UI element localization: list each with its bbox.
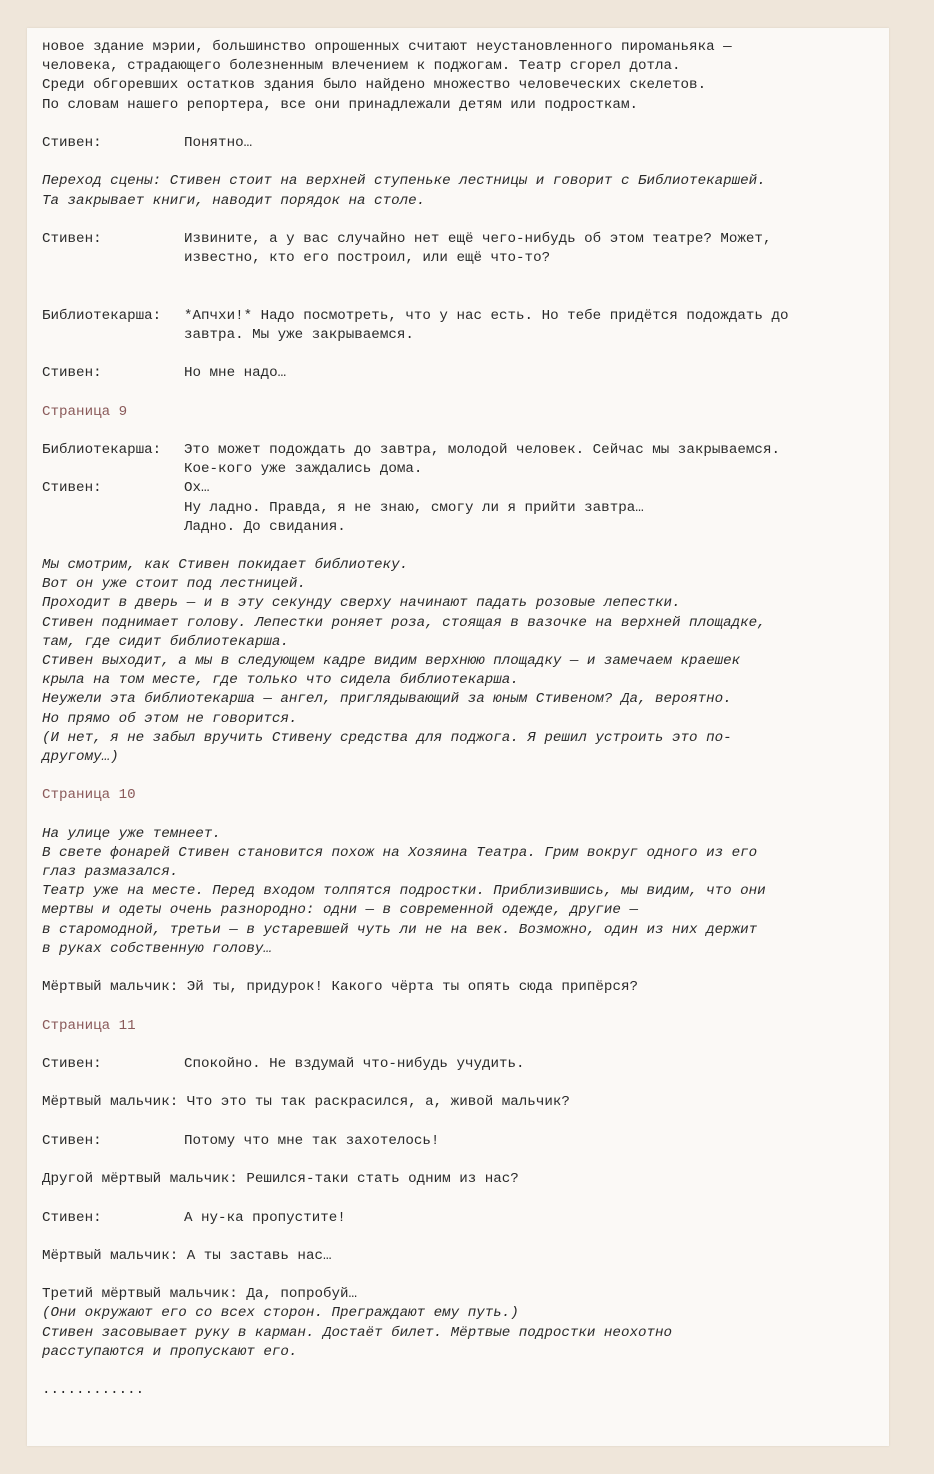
text-line: Театр уже на месте. Перед входом толпятся подростки. Приблизившись, мы видим, что они — [42, 883, 766, 900]
speaker-name: Стивен: — [42, 134, 102, 151]
dialogue-line — [42, 307, 882, 345]
stage-direction — [42, 172, 882, 210]
text-line: Та закрывает книги, наводит порядок на столе. — [42, 192, 426, 209]
dialogue-line — [42, 1209, 882, 1228]
speech-text: А ты заставь нас… — [186, 1247, 332, 1264]
text-line: Мы смотрим, как Стивен покидает библиотеку. — [42, 557, 409, 574]
speech-text: Извините, а у вас случайно нет ещё чего-нибудь об этом театре? Может, — [184, 230, 772, 247]
text-line: человека, страдающего болезненным влечением к поджогам. Театр сгорел дотла. — [42, 58, 681, 75]
speech-text: Да, попробуй… — [246, 1286, 358, 1303]
page-heading: Страница 9 — [42, 403, 128, 420]
speech-text: Ладно. До свидания. — [184, 518, 346, 535]
speaker-name: Мёртвый мальчик: — [42, 1247, 179, 1264]
text-line: Стивен засовывает руку в карман. Достаёт билет. Мёртвые подростки неохотно — [42, 1324, 673, 1341]
speech-text: А ну-ка пропустите! — [184, 1209, 346, 1226]
text-line: В свете фонарей Стивен становится похож на Хозяина Театра. Грим вокруг одного из его — [42, 844, 758, 861]
speech-text: Спокойно. Не вздумай что-нибудь учудить. — [184, 1055, 525, 1072]
dialogue-line — [42, 441, 882, 479]
speech-text: Это может подождать до завтра, молодой человек. Сейчас мы закрываемся. — [184, 441, 780, 458]
speech-text: Эй ты, придурок! Какого чёрта ты опять сюда припёрся? — [186, 979, 638, 996]
speaker-name: Третий мёртвый мальчик: — [42, 1286, 238, 1303]
text-line: расступаются и пропускают его. — [42, 1343, 298, 1360]
text-line: Вот он уже стоит под лестницей. — [42, 576, 306, 593]
speaker-name: Другой мёртвый мальчик: — [42, 1171, 238, 1188]
text-line: Стивен поднимает голову. Лепестки роняет роза, стоящая в вазочке на верхней площадке, — [42, 614, 766, 631]
intro-paragraph — [42, 38, 882, 115]
text-line: Но прямо об этом не говорится. — [42, 710, 298, 727]
speech-text: известно, кто его построил, или ещё что-то? — [184, 250, 551, 267]
text-line: в руках собственную голову… — [42, 940, 272, 957]
text-line: Неужели эта библиотекарша — ангел, приглядывающий за юным Стивеном? Да, вероятно. — [42, 691, 732, 708]
speaker-name: Стивен: — [42, 230, 102, 247]
speech-text: *Апчхи!* Надо посмотреть, что у нас есть. Но тебе придётся подождать до — [184, 307, 789, 324]
speaker-name: Стивен: — [42, 365, 102, 382]
stage-direction — [42, 1304, 882, 1362]
dialogue-line — [42, 1132, 882, 1151]
text-line: (Они окружают его со всех сторон. Преграждают ему путь.) — [42, 1305, 519, 1322]
dialogue-line — [42, 364, 882, 383]
text-line: в старомодной, третьи — в устаревшей чуть ли не на век. Возможно, один из них держит — [42, 921, 758, 938]
text-line: Проходит в дверь — и в эту секунду сверху начинают падать розовые лепестки. — [42, 595, 681, 612]
text-line: крыла на том месте, где только что сидела библиотекарша. — [42, 672, 519, 689]
page-heading: Страница 10 — [42, 787, 136, 804]
dialogue-line — [42, 230, 882, 268]
speaker-name: Стивен: — [42, 1132, 102, 1149]
text-line: глаз размазался. — [42, 864, 179, 881]
speech-text: Ох… — [184, 480, 210, 497]
page-heading: Страница 11 — [42, 1017, 136, 1034]
stage-direction — [42, 556, 882, 767]
dialogue-line — [42, 1055, 882, 1074]
script-text — [42, 38, 882, 1400]
speaker-name: Стивен: — [42, 1055, 102, 1072]
speaker-name: Стивен: — [42, 1209, 102, 1226]
speech-text: Но мне надо… — [184, 365, 287, 382]
speaker-name: Мёртвый мальчик: — [42, 979, 179, 996]
stage-direction — [42, 825, 882, 959]
text-line: новое здание мэрии, большинство опрошенных считают неустановленного пироманьяка — — [42, 39, 732, 55]
speech-text: Понятно… — [184, 134, 253, 151]
text-line: На улице уже темнеет. — [42, 825, 221, 842]
dialogue-line — [42, 1285, 882, 1304]
speaker-name: Библиотекарша: — [42, 441, 162, 458]
text-line: другому…) — [42, 748, 119, 765]
speaker-name: Мёртвый мальчик: — [42, 1094, 179, 1111]
text-line: По словам нашего репортера, все они принадлежали детям или подросткам. — [42, 96, 638, 113]
dialogue-line — [42, 1093, 882, 1112]
text-line: мертвы и одеты очень разнородно: одни — в современной одежде, другие — — [42, 902, 638, 919]
ellipsis-separator: ............ — [42, 1382, 145, 1399]
speaker-name: Библиотекарша: — [42, 307, 162, 324]
speech-text: Кое-кого уже заждались дома. — [184, 461, 423, 478]
text-line: Среди обгоревших остатков здания было найдено множество человеческих скелетов. — [42, 77, 707, 94]
speaker-name: Стивен: — [42, 480, 102, 497]
dialogue-line — [42, 1247, 882, 1266]
text-line: там, где сидит библиотекарша. — [42, 633, 289, 650]
dialogue-line — [42, 479, 882, 537]
dialogue-line — [42, 1170, 882, 1189]
text-line: Переход сцены: Стивен стоит на верхней ступеньке лестницы и говорит с Библиотекаршей. — [42, 173, 766, 190]
speech-text: Ну ладно. Правда, я не знаю, смогу ли я прийти завтра… — [184, 499, 644, 516]
dialogue-line — [42, 978, 882, 997]
text-line: Стивен выходит, а мы в следующем кадре видим верхнюю площадку — и замечаем краешек — [42, 653, 741, 670]
text-line: (И нет, я не забыл вручить Стивену средства для поджога. Я решил устроить это по- — [42, 729, 732, 746]
speech-text: Решился-таки стать одним из нас? — [246, 1171, 519, 1188]
speech-text: Что это ты так раскрасился, а, живой мальчик? — [186, 1094, 570, 1111]
dialogue-line — [42, 134, 882, 153]
speech-text: завтра. Мы уже закрываемся. — [184, 326, 414, 343]
speech-text: Потому что мне так захотелось! — [184, 1132, 440, 1149]
